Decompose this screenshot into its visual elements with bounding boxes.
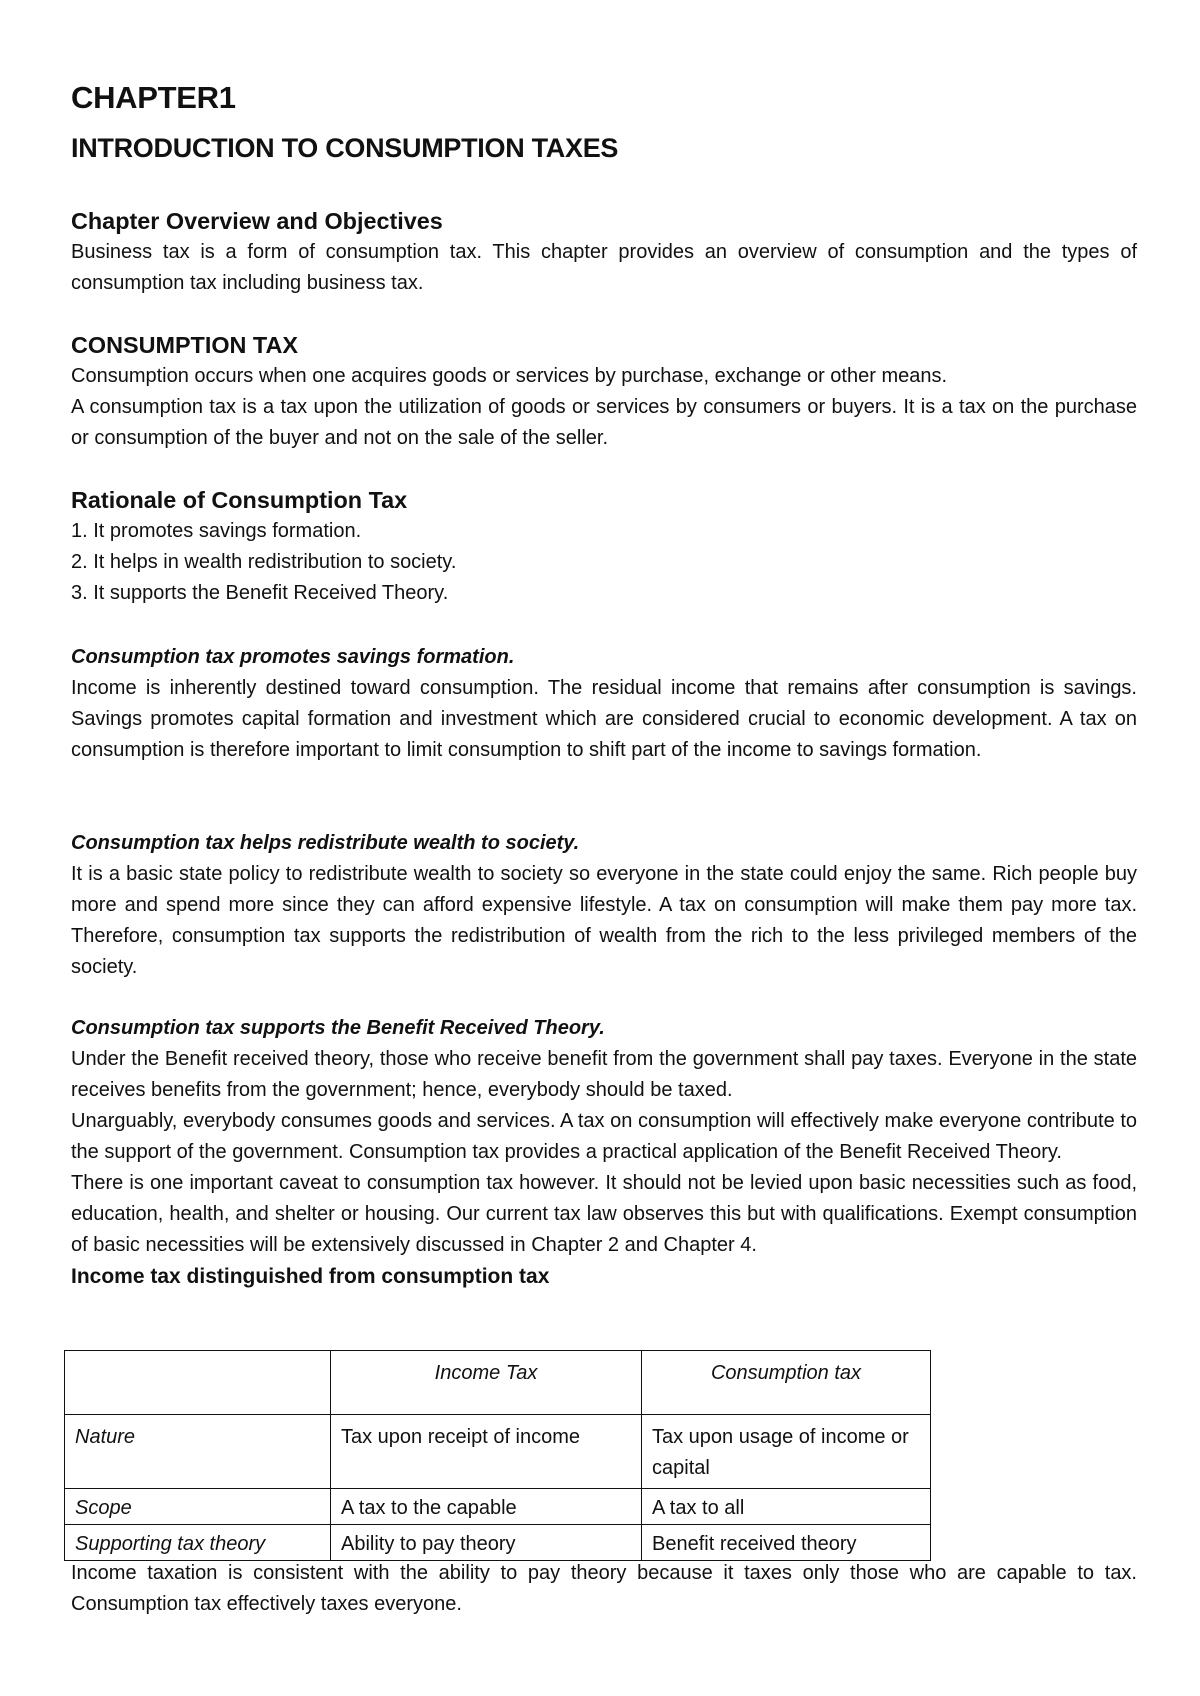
overview-text: Business tax is a form of consumption tax. This chapter provides an overview of consumption and the types of consumption tax including business tax.: [71, 241, 1137, 294]
rationale-item: 1. It promotes savings formation.: [71, 520, 362, 542]
table-row: [65, 1415, 931, 1489]
redistribution-text: It is a basic state policy to redistribute wealth to society so everyone in the state could enjoy the same. Rich people buy more and spend more since they can afford expensive lifestyle. A tax on consumption will make them pay more tax. Therefore, consumption tax supports the redistribution of wealth from the rich to the less privileged members of the society.: [71, 863, 1137, 978]
overview-heading: Chapter Overview and Objectives: [71, 208, 443, 234]
closing-text: Income taxation is consistent with the ability to pay theory because it taxes only those who are capable to tax. Consumption tax effectively taxes everyone.: [71, 1562, 1137, 1615]
redistribution-section: [71, 828, 1137, 983]
rationale-item: 3. It supports the Benefit Received Theory.: [71, 582, 449, 604]
closing-section: [71, 1558, 1137, 1620]
table-header-cell: Income Tax: [331, 1351, 642, 1415]
rationale-heading: Rationale of Consumption Tax: [71, 487, 408, 513]
table-cell: Supporting tax theory: [65, 1525, 331, 1561]
table-cell: Benefit received theory: [642, 1525, 931, 1561]
rationale-item: 2. It helps in wealth redistribution to society.: [71, 551, 457, 573]
benefit-section: [71, 1013, 1137, 1292]
savings-heading: Consumption tax promotes savings formation.: [71, 646, 515, 668]
table-row: [65, 1489, 931, 1525]
rationale-section: [71, 485, 1137, 609]
table-header-cell: Consumption tax: [642, 1351, 931, 1415]
benefit-text-2: Unarguably, everybody consumes goods and services. A tax on consumption will effectively make everyone contribute to the support of the government. Consumption tax provides a practical application of the Benefit Received Theory.: [71, 1110, 1137, 1163]
comparison-heading: Income tax distinguished from consumption tax: [71, 1265, 550, 1288]
table-cell: Nature: [65, 1415, 331, 1489]
consumption-tax-definition: A consumption tax is a tax upon the utilization of goods or services by consumers or buyers. It is a tax on the purchase or consumption of the buyer and not on the sale of the seller.: [71, 396, 1137, 449]
overview-section: [71, 206, 1137, 299]
rationale-list: [71, 516, 1137, 609]
chapter-label: CHAPTER1: [71, 80, 236, 115]
benefit-text-1: Under the Benefit received theory, those who receive benefit from the government shall pay taxes. Everyone in the state receives benefits from the government; hence, everybody should be taxed.: [71, 1048, 1137, 1101]
table-cell: Scope: [65, 1489, 331, 1525]
table-cell: Ability to pay theory: [331, 1525, 642, 1561]
comparison-table: [64, 1350, 931, 1561]
table-header-cell: [65, 1351, 331, 1415]
table-row: [65, 1525, 931, 1561]
table-cell: Tax upon usage of income or capital: [642, 1415, 931, 1489]
consumption-tax-heading: CONSUMPTION TAX: [71, 332, 298, 358]
chapter-title: INTRODUCTION TO CONSUMPTION TAXES: [71, 133, 619, 163]
benefit-heading: Consumption tax supports the Benefit Received Theory.: [71, 1017, 605, 1039]
table-cell: Tax upon receipt of income: [331, 1415, 642, 1489]
table-cell: A tax to the capable: [331, 1489, 642, 1525]
table-header-row: [65, 1351, 931, 1415]
redistribution-heading: Consumption tax helps redistribute wealth to society.: [71, 832, 580, 854]
benefit-text-3: There is one important caveat to consumption tax however. It should not be levied upon basic necessities such as food, education, health, and shelter or housing. Our current tax law observes this but with qualifications. Exempt consumption of basic necessities will be extensively discussed in Chapter 2 and Chapter 4.: [71, 1172, 1137, 1256]
consumption-definition: Consumption occurs when one acquires goods or services by purchase, exchange or other means.: [71, 365, 948, 387]
savings-text: Income is inherently destined toward consumption. The residual income that remains after consumption is savings. Savings promotes capital formation and investment which are considered crucial to economic development. A tax on consumption is therefore important to limit consumption to shift part of the income to savings formation.: [71, 677, 1137, 761]
consumption-tax-section: [71, 330, 1137, 454]
table-cell: A tax to all: [642, 1489, 931, 1525]
savings-section: [71, 642, 1137, 766]
